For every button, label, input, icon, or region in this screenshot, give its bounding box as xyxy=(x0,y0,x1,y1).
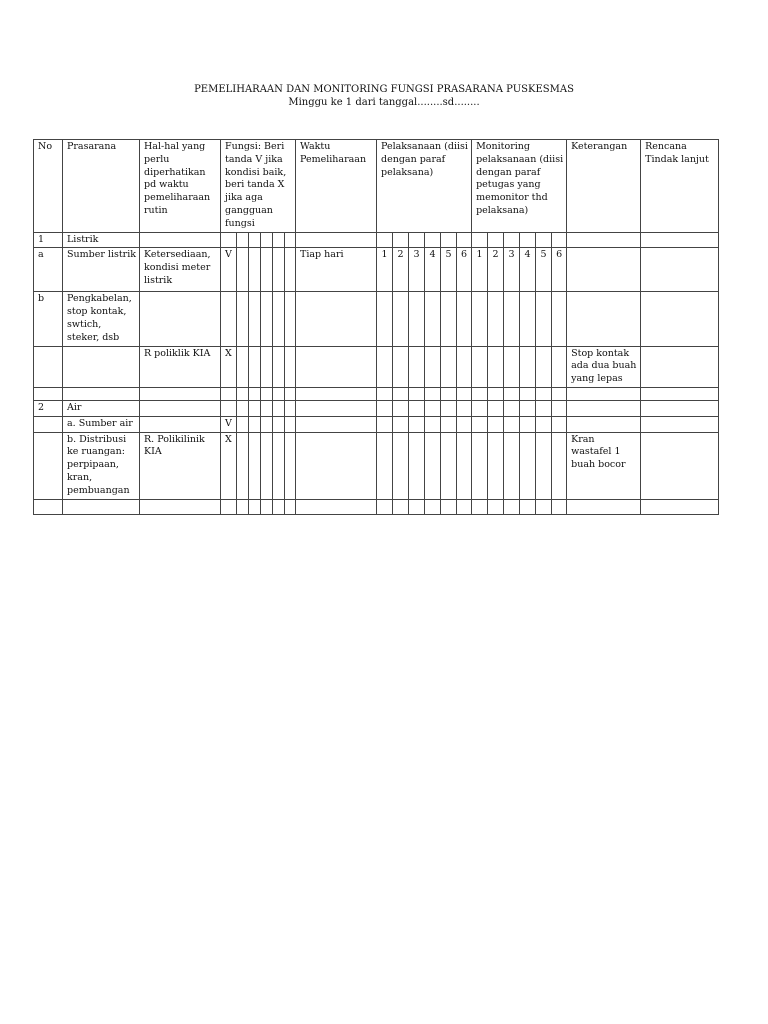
header-rencana: Rencana Tindak lanjut xyxy=(641,140,719,233)
row-no-cell: 2 xyxy=(34,400,63,416)
monitoring-day-cell xyxy=(536,400,552,416)
fungsi-subcell xyxy=(249,232,261,248)
fungsi-subcell xyxy=(273,248,285,292)
row-rencana-cell xyxy=(641,292,719,346)
fungsi-subcell xyxy=(285,387,296,400)
row-no-cell: b xyxy=(34,292,63,346)
fungsi-subcell xyxy=(237,387,249,400)
row-hal-cell: R poliklik KIA xyxy=(140,346,221,387)
fungsi-subcell xyxy=(273,416,285,432)
fungsi-subcell xyxy=(273,499,285,514)
monitoring-day-cell xyxy=(536,346,552,387)
monitoring-day-cell xyxy=(552,432,567,499)
row-fungsi-cell xyxy=(221,232,237,248)
header-monitoring: Monitoring pelaksanaan (diisi dengan paraf petugas yang memonitor thd pelaksana) xyxy=(472,140,567,233)
row-keterangan-cell xyxy=(567,248,641,292)
fungsi-subcell xyxy=(249,292,261,346)
fungsi-subcell xyxy=(249,387,261,400)
document-title: PEMELIHARAAN DAN MONITORING FUNGSI PRASARANA PUSKESMAS xyxy=(194,84,574,95)
row-prasarana-cell: Sumber listrik xyxy=(63,248,140,292)
row-waktu-cell xyxy=(296,387,377,400)
row-waktu-cell xyxy=(296,416,377,432)
pelaksanaan-day-cell xyxy=(457,400,472,416)
monitoring-day-cell xyxy=(472,499,488,514)
fungsi-subcell xyxy=(237,432,249,499)
header-keterangan: Keterangan xyxy=(567,140,641,233)
fungsi-subcell xyxy=(261,387,273,400)
pelaksanaan-day-cell: 4 xyxy=(425,248,441,292)
pelaksanaan-day-cell xyxy=(425,292,441,346)
pelaksanaan-day-cell xyxy=(409,432,425,499)
pelaksanaan-day-cell xyxy=(409,400,425,416)
pelaksanaan-day-cell xyxy=(377,346,393,387)
header-hal: Hal-hal yang perlu diperhatikan pd waktu pemeliharaan rutin xyxy=(140,140,221,233)
pelaksanaan-day-cell xyxy=(377,432,393,499)
monitoring-day-cell xyxy=(504,346,520,387)
monitoring-day-cell xyxy=(472,387,488,400)
pelaksanaan-day-cell xyxy=(441,432,457,499)
monitoring-day-cell xyxy=(488,416,504,432)
row-hal-cell xyxy=(140,400,221,416)
fungsi-subcell xyxy=(285,346,296,387)
pelaksanaan-day-cell xyxy=(457,416,472,432)
monitoring-day-cell xyxy=(536,416,552,432)
monitoring-day-cell: 3 xyxy=(504,248,520,292)
document-subtitle: Minggu ke 1 dari tanggal........sd........ xyxy=(288,97,480,108)
fungsi-subcell xyxy=(285,499,296,514)
row-prasarana-cell xyxy=(63,387,140,400)
monitoring-day-cell xyxy=(488,232,504,248)
fungsi-subcell xyxy=(285,232,296,248)
pelaksanaan-day-cell xyxy=(457,432,472,499)
fungsi-subcell xyxy=(261,499,273,514)
table-row xyxy=(34,292,719,346)
row-waktu-cell: Tiap hari xyxy=(296,248,377,292)
fungsi-subcell xyxy=(261,232,273,248)
pelaksanaan-day-cell xyxy=(441,387,457,400)
row-rencana-cell xyxy=(641,248,719,292)
monitoring-day-cell xyxy=(536,292,552,346)
pelaksanaan-day-cell xyxy=(393,292,409,346)
pelaksanaan-day-cell xyxy=(409,232,425,248)
fungsi-subcell xyxy=(261,248,273,292)
pelaksanaan-day-cell xyxy=(441,416,457,432)
pelaksanaan-day-cell xyxy=(457,346,472,387)
pelaksanaan-day-cell xyxy=(425,387,441,400)
row-hal-cell: R. Polikilinik KIA xyxy=(140,432,221,499)
table-row xyxy=(34,248,719,292)
row-rencana-cell xyxy=(641,416,719,432)
row-no-cell xyxy=(34,346,63,387)
row-prasarana-cell xyxy=(63,346,140,387)
monitoring-day-cell xyxy=(536,232,552,248)
monitoring-day-cell xyxy=(488,499,504,514)
pelaksanaan-day-cell xyxy=(393,499,409,514)
header-row xyxy=(34,140,719,233)
monitoring-day-cell xyxy=(520,432,536,499)
maintenance-table xyxy=(33,139,719,515)
pelaksanaan-day-cell xyxy=(425,400,441,416)
fungsi-subcell xyxy=(237,248,249,292)
monitoring-day-cell xyxy=(472,416,488,432)
fungsi-subcell xyxy=(237,400,249,416)
monitoring-day-cell xyxy=(504,387,520,400)
fungsi-subcell xyxy=(237,499,249,514)
pelaksanaan-day-cell xyxy=(441,400,457,416)
pelaksanaan-day-cell: 6 xyxy=(457,248,472,292)
fungsi-subcell xyxy=(273,387,285,400)
row-rencana-cell xyxy=(641,499,719,514)
fungsi-subcell xyxy=(249,400,261,416)
table-row xyxy=(34,499,719,514)
monitoring-day-cell xyxy=(488,432,504,499)
row-fungsi-cell: X xyxy=(221,346,237,387)
monitoring-day-cell xyxy=(552,416,567,432)
monitoring-day-cell xyxy=(520,499,536,514)
row-fungsi-cell xyxy=(221,292,237,346)
fungsi-subcell xyxy=(285,292,296,346)
pelaksanaan-day-cell xyxy=(425,232,441,248)
table-row xyxy=(34,400,719,416)
pelaksanaan-day-cell xyxy=(409,292,425,346)
pelaksanaan-day-cell xyxy=(393,416,409,432)
monitoring-day-cell: 1 xyxy=(472,248,488,292)
monitoring-day-cell xyxy=(552,499,567,514)
fungsi-subcell xyxy=(261,432,273,499)
row-prasarana-cell: b. Distribusi ke ruangan: perpipaan, kran, pembuangan xyxy=(63,432,140,499)
pelaksanaan-day-cell xyxy=(393,387,409,400)
row-hal-cell: Ketersediaan, kondisi meter listrik xyxy=(140,248,221,292)
monitoring-day-cell xyxy=(552,387,567,400)
row-prasarana-cell: Listrik xyxy=(63,232,140,248)
fungsi-subcell xyxy=(285,432,296,499)
row-no-cell: 1 xyxy=(34,232,63,248)
header-prasarana: Prasarana xyxy=(63,140,140,233)
row-no-cell xyxy=(34,432,63,499)
row-rencana-cell xyxy=(641,346,719,387)
monitoring-day-cell xyxy=(520,416,536,432)
row-fungsi-cell xyxy=(221,387,237,400)
row-prasarana-cell: Air xyxy=(63,400,140,416)
fungsi-subcell xyxy=(273,232,285,248)
row-fungsi-cell: V xyxy=(221,248,237,292)
monitoring-day-cell xyxy=(488,346,504,387)
monitoring-day-cell xyxy=(472,232,488,248)
fungsi-subcell xyxy=(261,346,273,387)
row-waktu-cell xyxy=(296,499,377,514)
row-prasarana-cell: a. Sumber air xyxy=(63,416,140,432)
pelaksanaan-day-cell xyxy=(409,416,425,432)
row-hal-cell xyxy=(140,416,221,432)
pelaksanaan-day-cell xyxy=(377,232,393,248)
pelaksanaan-day-cell xyxy=(457,387,472,400)
monitoring-day-cell xyxy=(472,432,488,499)
header-pelaksanaan: Pelaksanaan (diisi dengan paraf pelaksana) xyxy=(377,140,472,233)
row-keterangan-cell xyxy=(567,416,641,432)
pelaksanaan-day-cell xyxy=(393,432,409,499)
monitoring-day-cell xyxy=(520,387,536,400)
fungsi-subcell xyxy=(261,292,273,346)
fungsi-subcell xyxy=(249,248,261,292)
table-row xyxy=(34,232,719,248)
row-keterangan-cell xyxy=(567,292,641,346)
fungsi-subcell xyxy=(273,400,285,416)
pelaksanaan-day-cell xyxy=(409,499,425,514)
monitoring-day-cell: 4 xyxy=(520,248,536,292)
pelaksanaan-day-cell xyxy=(377,387,393,400)
row-keterangan-cell xyxy=(567,400,641,416)
table-row xyxy=(34,346,719,387)
fungsi-subcell xyxy=(285,400,296,416)
monitoring-day-cell xyxy=(472,400,488,416)
monitoring-day-cell xyxy=(536,432,552,499)
row-hal-cell xyxy=(140,232,221,248)
pelaksanaan-day-cell: 2 xyxy=(393,248,409,292)
pelaksanaan-day-cell: 3 xyxy=(409,248,425,292)
pelaksanaan-day-cell: 5 xyxy=(441,248,457,292)
row-hal-cell xyxy=(140,499,221,514)
table-row xyxy=(34,432,719,499)
pelaksanaan-day-cell xyxy=(377,499,393,514)
monitoring-day-cell xyxy=(504,499,520,514)
pelaksanaan-day-cell xyxy=(441,292,457,346)
pelaksanaan-day-cell xyxy=(457,499,472,514)
row-fungsi-cell: V xyxy=(221,416,237,432)
fungsi-subcell xyxy=(249,346,261,387)
row-waktu-cell xyxy=(296,232,377,248)
fungsi-subcell xyxy=(249,432,261,499)
monitoring-day-cell xyxy=(536,387,552,400)
pelaksanaan-day-cell xyxy=(409,346,425,387)
monitoring-day-cell xyxy=(472,346,488,387)
monitoring-day-cell: 5 xyxy=(536,248,552,292)
pelaksanaan-day-cell xyxy=(409,387,425,400)
monitoring-day-cell xyxy=(520,232,536,248)
row-hal-cell xyxy=(140,292,221,346)
row-fungsi-cell: X xyxy=(221,432,237,499)
pelaksanaan-day-cell xyxy=(457,292,472,346)
monitoring-day-cell xyxy=(552,400,567,416)
fungsi-subcell xyxy=(237,232,249,248)
fungsi-subcell xyxy=(285,416,296,432)
fungsi-subcell xyxy=(273,432,285,499)
fungsi-subcell xyxy=(249,499,261,514)
monitoring-day-cell xyxy=(504,432,520,499)
pelaksanaan-day-cell xyxy=(393,400,409,416)
row-waktu-cell xyxy=(296,346,377,387)
monitoring-day-cell xyxy=(520,400,536,416)
row-waktu-cell xyxy=(296,292,377,346)
row-fungsi-cell xyxy=(221,499,237,514)
monitoring-day-cell xyxy=(552,232,567,248)
pelaksanaan-day-cell xyxy=(425,432,441,499)
fungsi-subcell xyxy=(285,248,296,292)
row-prasarana-cell: Pengkabelan, stop kontak, swtich, steker, dsb xyxy=(63,292,140,346)
monitoring-day-cell xyxy=(520,346,536,387)
table-row xyxy=(34,387,719,400)
row-no-cell xyxy=(34,387,63,400)
row-keterangan-cell: Stop kontak ada dua buah yang lepas xyxy=(567,346,641,387)
pelaksanaan-day-cell xyxy=(441,232,457,248)
row-prasarana-cell xyxy=(63,499,140,514)
row-fungsi-cell xyxy=(221,400,237,416)
fungsi-subcell xyxy=(237,346,249,387)
row-keterangan-cell xyxy=(567,387,641,400)
pelaksanaan-day-cell xyxy=(441,499,457,514)
pelaksanaan-day-cell xyxy=(425,346,441,387)
fungsi-subcell xyxy=(261,416,273,432)
pelaksanaan-day-cell xyxy=(425,499,441,514)
row-rencana-cell xyxy=(641,387,719,400)
pelaksanaan-day-cell xyxy=(425,416,441,432)
row-rencana-cell xyxy=(641,232,719,248)
row-rencana-cell xyxy=(641,432,719,499)
fungsi-subcell xyxy=(273,346,285,387)
fungsi-subcell xyxy=(237,292,249,346)
row-keterangan-cell: Kran wastafel 1 buah bocor xyxy=(567,432,641,499)
row-no-cell xyxy=(34,416,63,432)
monitoring-day-cell xyxy=(552,346,567,387)
fungsi-subcell xyxy=(273,292,285,346)
fungsi-subcell xyxy=(249,416,261,432)
monitoring-day-cell xyxy=(504,292,520,346)
row-waktu-cell xyxy=(296,432,377,499)
pelaksanaan-day-cell xyxy=(457,232,472,248)
monitoring-day-cell xyxy=(504,416,520,432)
header-fungsi: Fungsi: Beri tanda V jika kondisi baik, beri tanda X jika aga gangguan fungsi xyxy=(221,140,296,233)
monitoring-day-cell: 6 xyxy=(552,248,567,292)
pelaksanaan-day-cell: 1 xyxy=(377,248,393,292)
monitoring-day-cell xyxy=(520,292,536,346)
monitoring-day-cell xyxy=(536,499,552,514)
monitoring-day-cell xyxy=(488,400,504,416)
fungsi-subcell xyxy=(237,416,249,432)
pelaksanaan-day-cell xyxy=(377,400,393,416)
row-waktu-cell xyxy=(296,400,377,416)
monitoring-day-cell xyxy=(488,292,504,346)
pelaksanaan-day-cell xyxy=(377,292,393,346)
row-keterangan-cell xyxy=(567,232,641,248)
monitoring-day-cell: 2 xyxy=(488,248,504,292)
fungsi-subcell xyxy=(261,400,273,416)
pelaksanaan-day-cell xyxy=(377,416,393,432)
pelaksanaan-day-cell xyxy=(393,232,409,248)
monitoring-day-cell xyxy=(552,292,567,346)
pelaksanaan-day-cell xyxy=(441,346,457,387)
row-no-cell: a xyxy=(34,248,63,292)
monitoring-day-cell xyxy=(472,292,488,346)
pelaksanaan-day-cell xyxy=(393,346,409,387)
row-keterangan-cell xyxy=(567,499,641,514)
row-hal-cell xyxy=(140,387,221,400)
header-waktu: Waktu Pemeliharaan xyxy=(296,140,377,233)
header-no: No xyxy=(34,140,63,233)
row-rencana-cell xyxy=(641,400,719,416)
monitoring-day-cell xyxy=(504,400,520,416)
table-row xyxy=(34,416,719,432)
row-no-cell xyxy=(34,499,63,514)
monitoring-day-cell xyxy=(488,387,504,400)
monitoring-day-cell xyxy=(504,232,520,248)
